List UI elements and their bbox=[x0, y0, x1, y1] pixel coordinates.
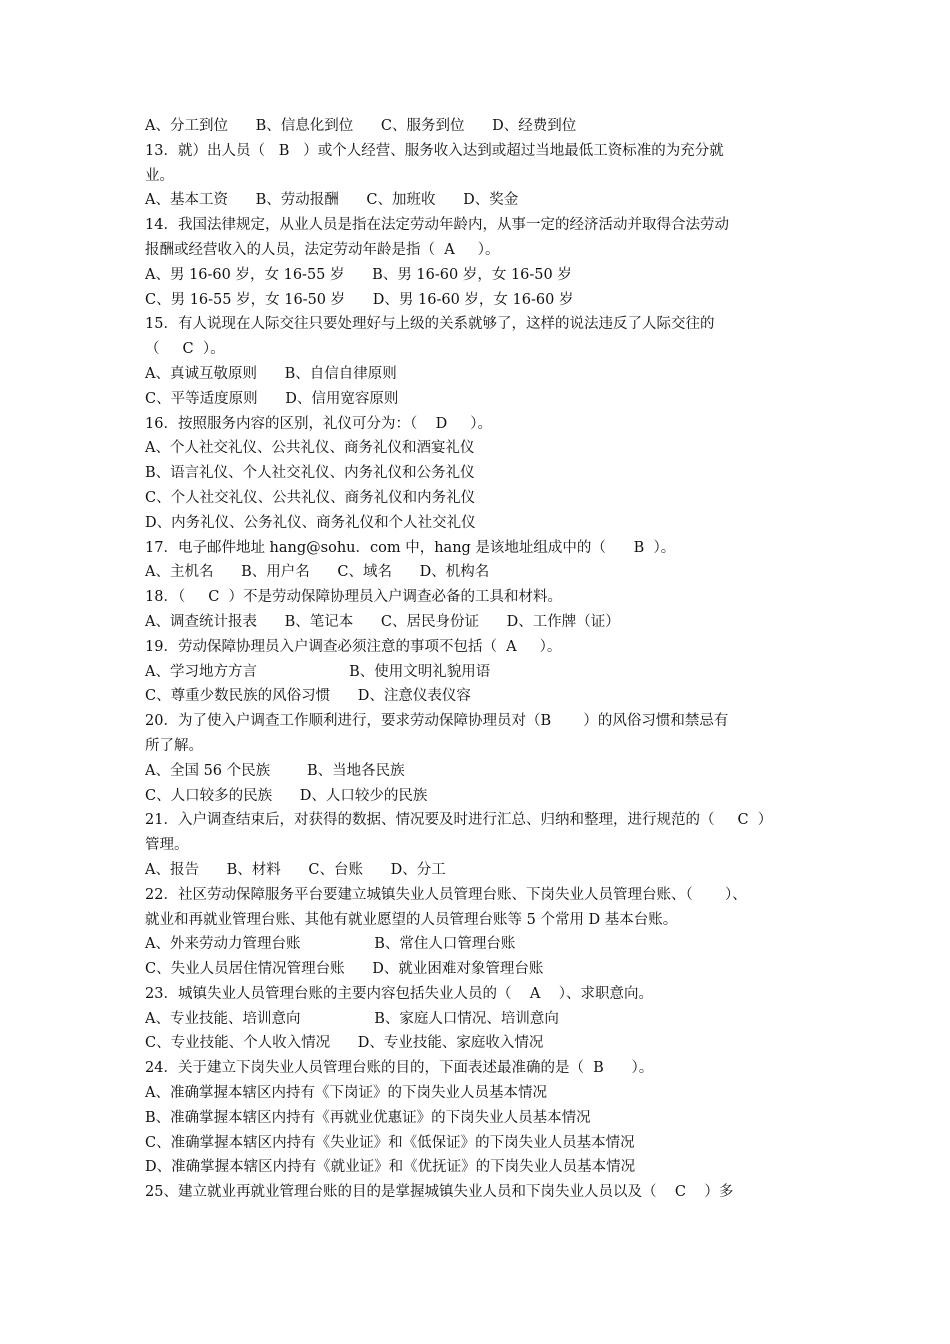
question-22-stem-cont: 就业和再就业管理台账、其他有就业愿望的人员管理台账等 5 个常用 D 基本台账。 bbox=[145, 911, 678, 928]
question-22-stem: 22．社区劳动保障服务平台要建立城镇失业人员管理台账、下岗失业人员管理台账、（ ）、 bbox=[145, 886, 747, 903]
question-15-stem-cont: （ C ）。 bbox=[145, 341, 225, 358]
question-18-stem: 18．（ C ）不是劳动保障协理员入户调查必备的工具和材料。 bbox=[145, 589, 563, 606]
question-15-options-ab: A、真诚互敬原则 B、自信自律原则 bbox=[145, 365, 397, 382]
question-24-option-c: C、准确掌握本辖区内持有《失业证》和《低保证》的下岗失业人员基本情况 bbox=[145, 1134, 635, 1151]
question-20-stem-cont: 所了解。 bbox=[145, 737, 203, 754]
question-20-options-ab: A、全国 56 个民族 B、当地各民族 bbox=[145, 762, 405, 779]
question-24-option-b: B、准确掌握本辖区内持有《再就业优惠证》的下岗失业人员基本情况 bbox=[145, 1109, 591, 1126]
question-16-option-a: A、个人社交礼仪、公共礼仪、商务礼仪和酒宴礼仪 bbox=[145, 440, 475, 457]
question-17-options: A、主机名 B、用户名 C、域名 D、机构名 bbox=[145, 564, 490, 581]
question-14-options-cd: C、男 16-55 岁，女 16-50 岁 D、男 16-60 岁，女 16-60 岁 bbox=[145, 291, 574, 308]
question-21-options: A、报告 B、材料 C、台账 D、分工 bbox=[145, 861, 446, 878]
text-line: A、分工到位 B、信息化到位 C、服务到位 D、经费到位 bbox=[145, 118, 577, 134]
question-14-stem-cont: 报酬或经营收入的人员，法定劳动年龄是指（ A ）。 bbox=[145, 241, 500, 258]
question-15-stem: 15．有人说现在人际交往只要处理好与上级的关系就够了，这样的说法违反了人际交往的 bbox=[145, 316, 715, 333]
question-20-options-cd: C、人口较多的民族 D、人口较少的民族 bbox=[145, 787, 428, 804]
question-16-stem: 16．按照服务内容的区别，礼仪可分为：（ D ）。 bbox=[145, 415, 493, 432]
question-23-options-cd: C、专业技能、个人收入情况 D、专业技能、家庭收入情况 bbox=[145, 1035, 544, 1052]
question-21-stem-cont: 管理。 bbox=[145, 837, 189, 854]
question-15-options-cd: C、平等适度原则 D、信用宽容原则 bbox=[145, 390, 399, 407]
question-13-stem: 13．就）出人员（ B ）或个人经营、服务收入达到或超过当地最低工资标准的为充分就 bbox=[145, 142, 724, 159]
question-13-stem-cont: 业。 bbox=[145, 167, 174, 184]
question-13-options: A、基本工资 B、劳动报酬 C、加班收 D、奖金 bbox=[145, 192, 519, 209]
question-24-option-a: A、准确掌握本辖区内持有《下岗证》的下岗失业人员基本情况 bbox=[145, 1085, 547, 1102]
question-19-options-cd: C、尊重少数民族的风俗习惯 D、注意仪表仪容 bbox=[145, 688, 471, 705]
question-17-stem: 17．电子邮件地址 hang@sohu．com 中，hang 是该地址组成中的（ B ）。 bbox=[145, 539, 676, 556]
question-14-options-ab: A、男 16-60 岁，女 16-55 岁 B、男 16-60 岁，女 16-50 岁 bbox=[145, 266, 572, 283]
question-16-option-b: B、语言礼仪、个人社交礼仪、内务礼仪和公务礼仪 bbox=[145, 465, 475, 482]
question-14-stem: 14．我国法律规定，从业人员是指在法定劳动年龄内，从事一定的经济活动并取得合法劳动 bbox=[145, 217, 729, 234]
question-18-options: A、调查统计报表 B、笔记本 C、居民身份证 D、工作牌（证） bbox=[145, 613, 620, 630]
question-21-stem: 21．入户调查结束后，对获得的数据、情况要及时进行汇总、归纳和整理，进行规范的（ C ） bbox=[145, 812, 773, 829]
question-25-stem: 25、建立就业再就业管理台账的目的是掌握城镇失业人员和下岗失业人员以及（ C ）多 bbox=[145, 1184, 734, 1201]
question-23-stem: 23．城镇失业人员管理台账的主要内容包括失业人员的（ A ）、求职意向。 bbox=[145, 985, 654, 1002]
question-19-stem: 19．劳动保障协理员入户调查必须注意的事项不包括（ A ）。 bbox=[145, 638, 562, 655]
question-22-options-cd: C、失业人员居住情况管理台账 D、就业困难对象管理台账 bbox=[145, 961, 544, 978]
question-16-option-c: C、个人社交礼仪、公共礼仪、商务礼仪和内务礼仪 bbox=[145, 489, 476, 506]
question-24-stem: 24．关于建立下岗失业人员管理台账的目的，下面表述最准确的是（ B ）。 bbox=[145, 1060, 654, 1077]
question-20-stem: 20．为了使入户调查工作顺利进行，要求劳动保障协理员对（B ）的风俗习惯和禁忌有 bbox=[145, 713, 729, 730]
question-23-options-ab: A、专业技能、培训意向 B、家庭人口情况、培训意向 bbox=[145, 1010, 559, 1027]
document-page bbox=[145, 114, 815, 1205]
question-19-options-ab: A、学习地方方言 B、使用文明礼貌用语 bbox=[145, 663, 491, 680]
question-16-option-d: D、内务礼仪、公务礼仪、商务礼仪和个人社交礼仪 bbox=[145, 514, 476, 531]
question-24-option-d: D、准确掌握本辖区内持有《就业证》和《优抚证》的下岗失业人员基本情况 bbox=[145, 1159, 636, 1176]
question-22-options-ab: A、外来劳动力管理台账 B、常住人口管理台账 bbox=[145, 936, 516, 953]
